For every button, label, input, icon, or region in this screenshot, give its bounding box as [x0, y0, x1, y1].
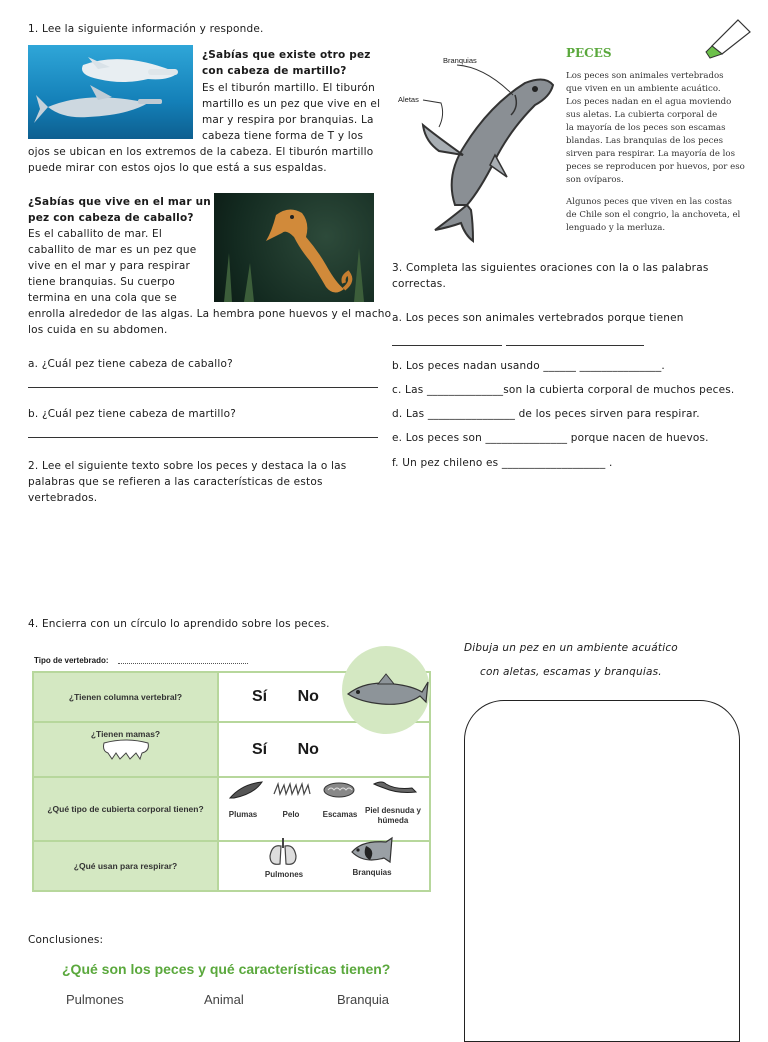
completion-a-blank-2[interactable] — [506, 345, 644, 346]
udder-icon — [96, 739, 156, 761]
seahorse-image — [214, 193, 374, 302]
seahorse-text-line: caballito de mar es un pez que — [28, 244, 197, 256]
option-no[interactable]: No — [297, 740, 319, 758]
conclusions-label: Conclusiones: — [28, 934, 104, 946]
section2-text-line: palabras que se refieren a las características de estos — [28, 476, 323, 488]
word-bank-item: Pulmones — [66, 992, 124, 1007]
hammerhead-text-line: ojos se ubican en los extremos de la cabeza. El tiburón martillo — [28, 146, 374, 158]
seahorse-text-line: los cuida en su abdomen. — [28, 324, 168, 336]
section2-text-line: vertebrados. — [28, 492, 98, 504]
completion-a-blank-1[interactable] — [392, 345, 502, 346]
seahorse-text-line: Es el caballito de mar. El — [28, 228, 162, 240]
seahorse-text-line: enrolla alrededor de las algas. La hembra pone huevos y el macho — [28, 308, 392, 320]
question-b: b. ¿Cuál pez tiene cabeza de martillo? — [28, 408, 237, 420]
breathing-options — [218, 841, 430, 891]
section3-heading-line: 3. Completa las siguientes oraciones con la o las palabras — [392, 262, 709, 274]
option-branquias[interactable]: Branquias — [352, 868, 392, 877]
drawing-instruction-line: Dibuja un pez en un ambiente acuático — [464, 642, 678, 654]
seahorse-text-line: termina en una cola que se — [28, 292, 177, 304]
option-si[interactable]: Sí — [252, 740, 268, 758]
option-no[interactable]: No — [297, 688, 319, 705]
hammerhead-text-line: puede mirar con estos ojos lo que está a sus espaldas. — [28, 162, 327, 174]
question-cell: ¿Qué usan para respirar? — [33, 841, 218, 891]
fish-badge — [342, 646, 430, 734]
section3-heading-line: correctas. — [392, 278, 447, 290]
seahorse-text-line: vive en el mar y para respirar — [28, 260, 191, 272]
section1-heading: 1. Lee la siguiente información y responde. — [28, 23, 264, 35]
answer-line-b[interactable] — [28, 437, 378, 438]
fish-illustration — [395, 55, 560, 245]
option-pulmones[interactable]: Pulmones — [264, 870, 304, 879]
question-cell: ¿Qué tipo de cubierta corporal tienen? — [33, 777, 218, 841]
hair-icon — [272, 782, 312, 796]
question-cell: ¿Tienen columna vertebral? — [33, 672, 218, 722]
wet-skin-icon — [372, 778, 418, 796]
lungs-icon — [266, 836, 300, 868]
scales-icon — [322, 781, 356, 799]
completion-f: f. Un pez chileno es ___________________ . — [392, 457, 613, 469]
hammerhead-title: ¿Sabías que existe otro pez con cabeza de martillo? — [202, 49, 371, 77]
completion-a: a. Los peces son animales vertebrados porque tienen — [392, 312, 684, 324]
peces-paragraph-1: Los peces son animales vertebrados que viven en un ambiente acuático. Los peces nadan en el agua moviendo sus aletas. La cubierta corporal de la mayoría de los peces son escamas blandas. Las branquias de los peces sirven para respirar. La mayoría de los peces se reproducen por huevos, por eso son ovíparos. — [566, 71, 745, 185]
gills-icon — [350, 836, 394, 866]
highlighter-icon — [700, 18, 752, 60]
option-pelo[interactable]: Pelo — [282, 810, 300, 819]
fish-label-branquias: Branquias — [443, 56, 477, 65]
option-escamas[interactable]: Escamas — [322, 810, 358, 819]
option-plumas[interactable]: Plumas — [228, 810, 258, 819]
section2-text-line: 2. Lee el siguiente texto sobre los peces y destaca la o las — [28, 460, 347, 472]
hammerhead-text-line: mar y respira por branquias. La — [202, 114, 374, 126]
hammerhead-text-line: Es el tiburón martillo. El tiburón — [202, 82, 375, 94]
option-piel-desnuda[interactable]: Piel desnuda y húmeda — [364, 806, 422, 825]
option-si[interactable]: Sí — [252, 688, 268, 705]
question-a: a. ¿Cuál pez tiene cabeza de caballo? — [28, 358, 233, 370]
completion-e: e. Los peces son _______________ porque nacen de huevos. — [392, 432, 709, 444]
question-cell: ¿Tienen mamas? — [33, 722, 218, 777]
word-bank-item: Animal — [204, 992, 244, 1007]
section4-heading: 4. Encierra con un círculo lo aprendido sobre los peces. — [28, 618, 330, 630]
conclusions-title: ¿Qué son los peces y qué características tienen? — [62, 961, 391, 977]
feather-icon — [228, 780, 264, 800]
tipo-vertebrado-label: Tipo de vertebrado: — [34, 656, 109, 665]
completion-d: d. Las ________________ de los peces sirven para respirar. — [392, 408, 700, 420]
word-bank-item: Branquia — [337, 992, 390, 1007]
fish-icon — [342, 646, 430, 734]
fish-label-aletas: Aletas — [398, 95, 419, 104]
tipo-vertebrado-blank[interactable] — [118, 663, 248, 664]
drawing-area[interactable] — [464, 700, 740, 1042]
completion-c: c. Las ______________son la cubierta corporal de muchos peces. — [392, 384, 735, 396]
seahorse-text-line: tiene branquias. Su cuerpo — [28, 276, 175, 288]
hammerhead-text-line: cabeza tiene forma de T y los — [202, 130, 364, 142]
peces-title: PECES — [566, 46, 612, 60]
seahorse-title-line: ¿Sabías que vive en el mar un — [28, 196, 211, 208]
hammerhead-shark-image — [28, 45, 193, 139]
drawing-instruction-line: con aletas, escamas y branquias. — [480, 666, 662, 678]
answer-line-a[interactable] — [28, 387, 378, 388]
hammerhead-text-line: martillo es un pez que vive en el — [202, 98, 381, 110]
peces-paragraph-2: Algunos peces que viven en las costas de Chile son el congrio, la anchoveta, el lenguado y la merluza. — [566, 197, 741, 233]
seahorse-title-line: pez con cabeza de caballo? — [28, 212, 194, 224]
completion-b: b. Los peces nadan usando ______ _______________. — [392, 360, 665, 372]
